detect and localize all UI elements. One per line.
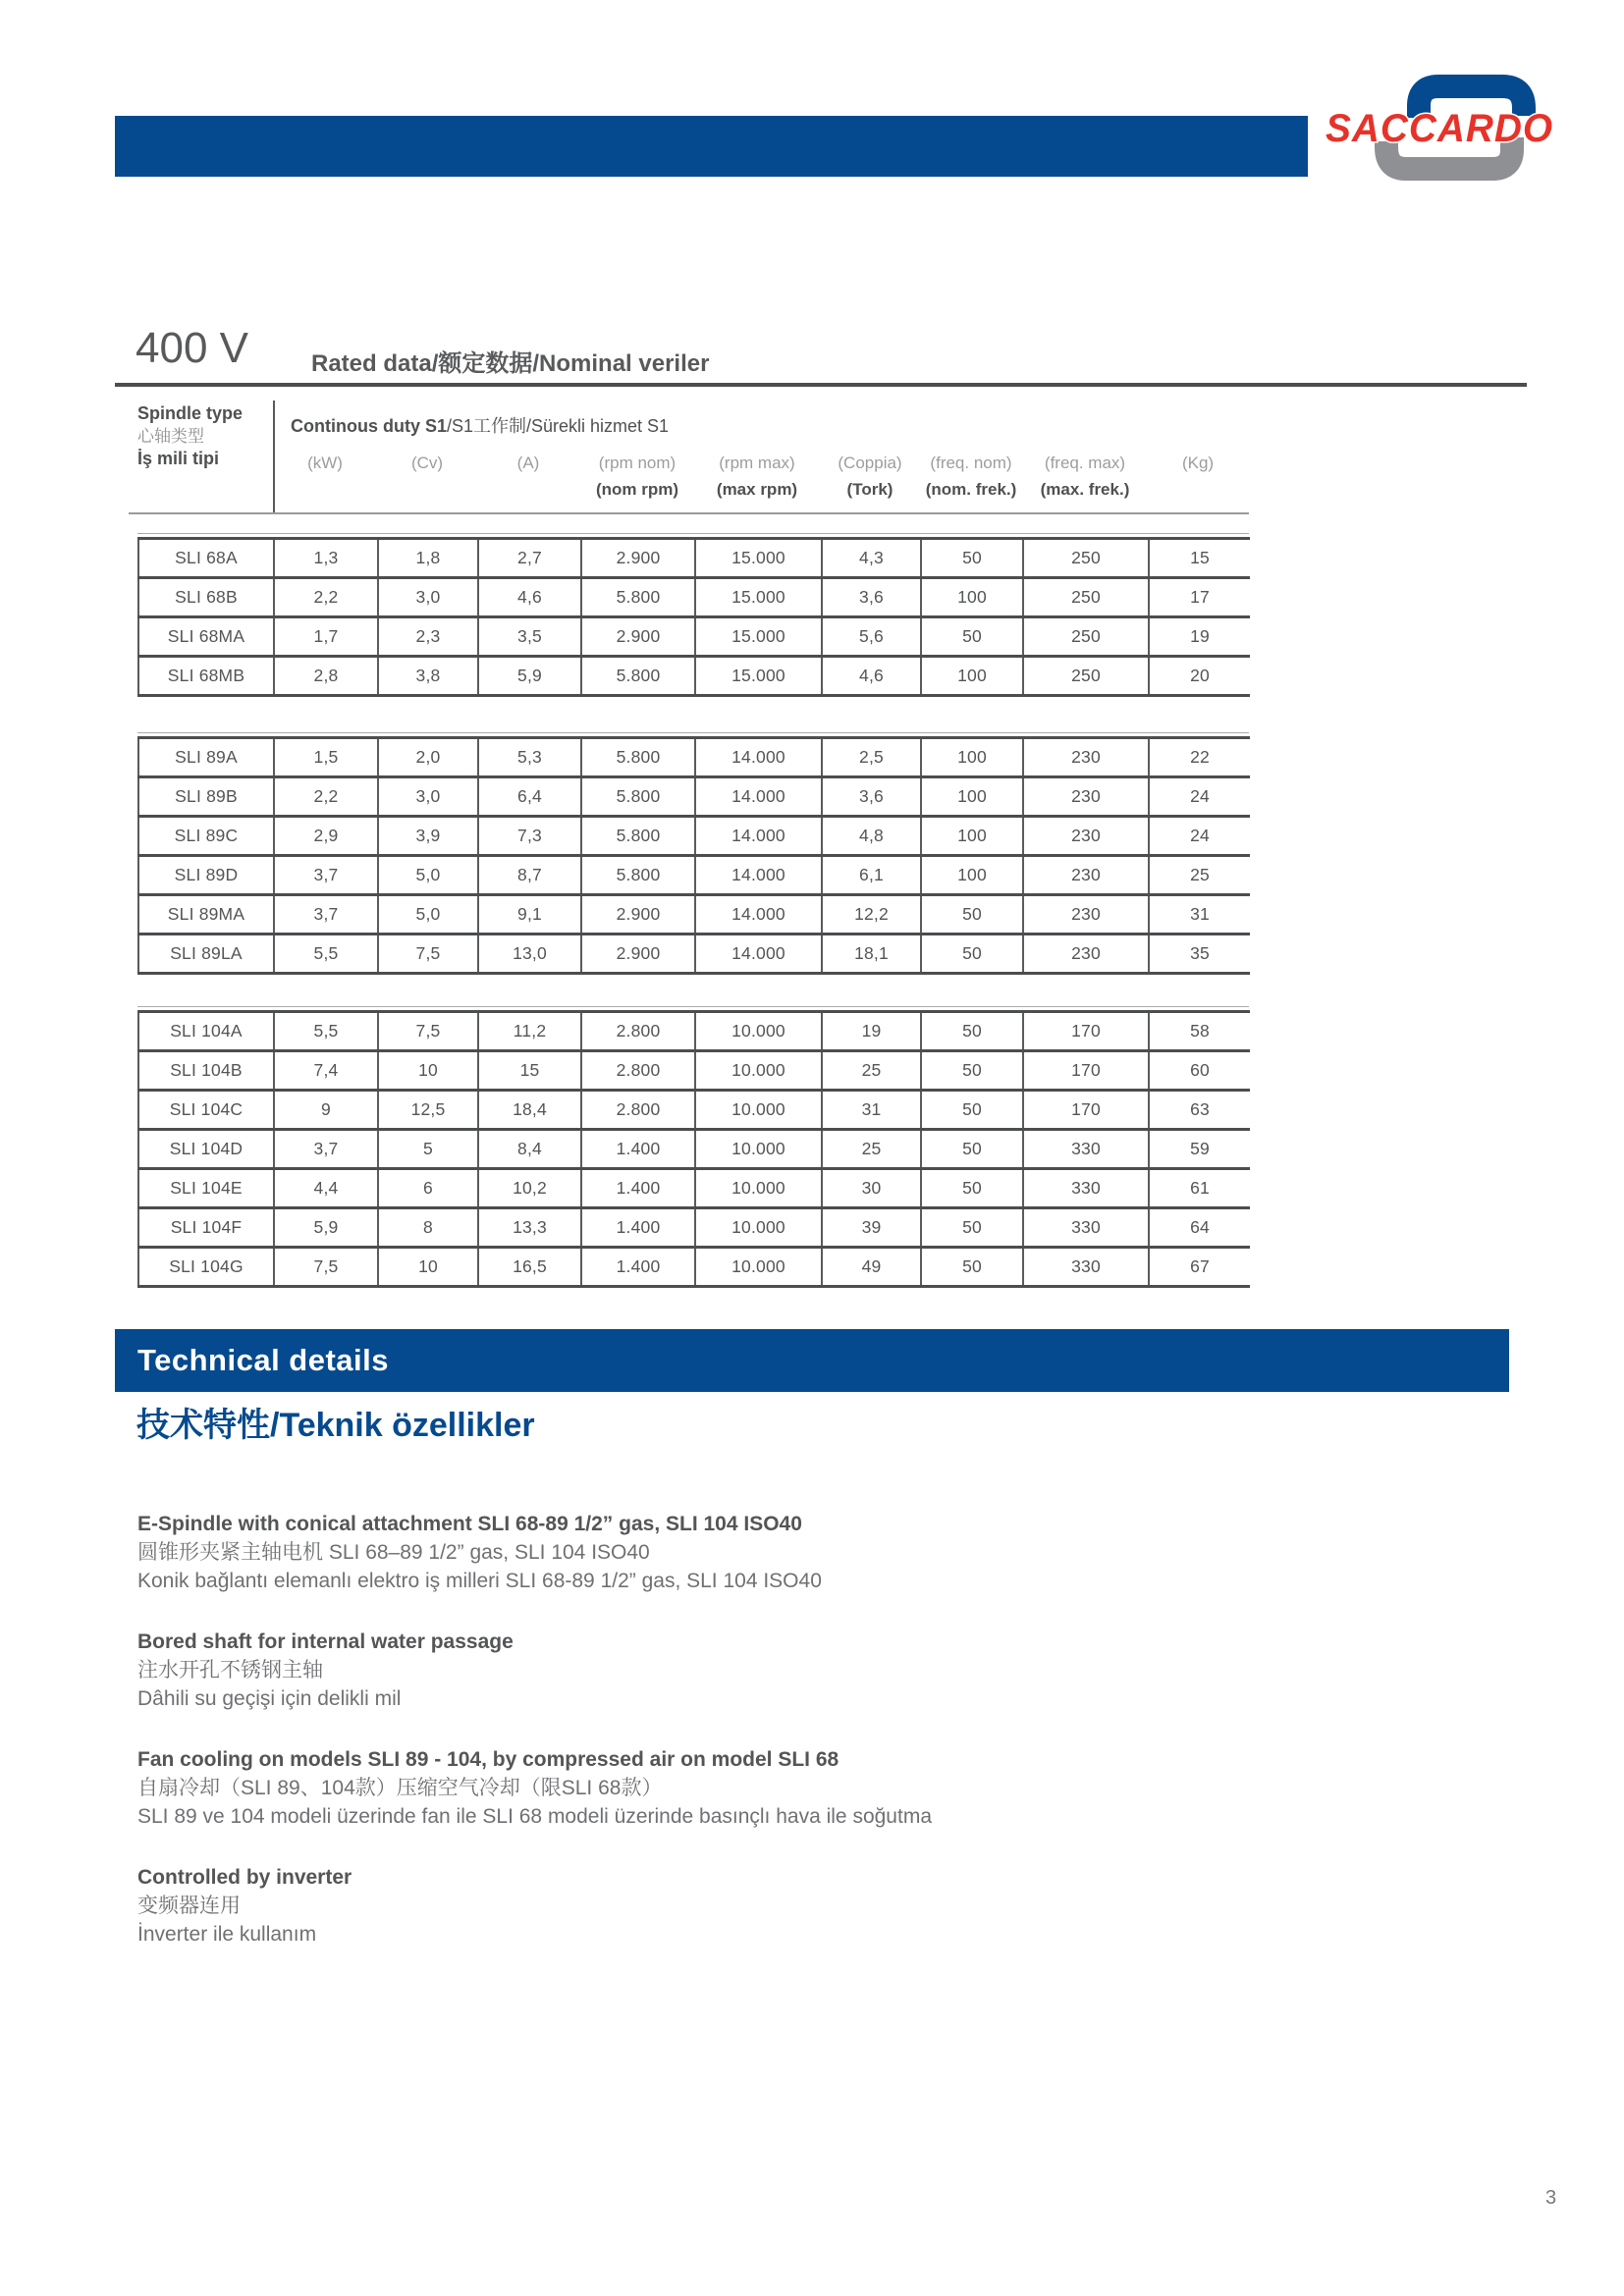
brand-name: SACCARDO	[1326, 107, 1553, 150]
value-cell: 10,2	[478, 1169, 581, 1208]
value-cell: 18,1	[822, 934, 921, 974]
value-cell: 60	[1149, 1051, 1250, 1091]
value-cell: 10.000	[695, 1130, 822, 1169]
technical-details-subtitle: 技术特性/Teknik özellikler	[136, 1407, 535, 1444]
value-cell: 5	[378, 1130, 478, 1169]
value-cell: 5.800	[581, 856, 695, 895]
value-cell: 24	[1149, 817, 1250, 856]
table-row	[138, 1130, 1250, 1169]
value-cell: 50	[921, 934, 1023, 974]
table-row	[138, 1248, 1250, 1287]
column-label-line1: (freq. max)	[1044, 454, 1126, 472]
value-cell: 330	[1023, 1208, 1149, 1248]
value-cell: 10	[378, 1051, 478, 1091]
value-cell: 3,7	[274, 856, 378, 895]
value-cell: 2,9	[274, 817, 378, 856]
value-cell: 14.000	[695, 738, 822, 777]
table-row	[138, 539, 1250, 578]
value-cell: 31	[1149, 895, 1250, 934]
value-cell: 3,0	[378, 777, 478, 817]
group-top-rule	[137, 533, 1249, 534]
column-label-line1: (rpm nom)	[598, 454, 677, 472]
value-cell: 15.000	[695, 578, 822, 617]
column-label-line2: (max. frek.)	[1040, 480, 1130, 499]
value-cell: 10.000	[695, 1091, 822, 1130]
spindle-type-tr: İş mili tipi	[137, 449, 220, 468]
value-cell: 8,7	[478, 856, 581, 895]
value-cell: 50	[921, 1169, 1023, 1208]
technical-details-title: Technical details	[137, 1343, 390, 1377]
value-cell: 64	[1149, 1208, 1250, 1248]
value-cell: 230	[1023, 738, 1149, 777]
value-cell: 2.900	[581, 539, 695, 578]
value-cell: 25	[1149, 856, 1250, 895]
value-cell: 50	[921, 1248, 1023, 1287]
value-cell: 10.000	[695, 1012, 822, 1051]
value-cell: 2,2	[274, 777, 378, 817]
value-cell: 8	[378, 1208, 478, 1248]
value-cell: 50	[921, 617, 1023, 657]
value-cell: 35	[1149, 934, 1250, 974]
column-label-line2: (nom. frek.)	[925, 480, 1017, 499]
value-cell: 50	[921, 1208, 1023, 1248]
technical-paragraphs	[137, 1510, 1434, 1981]
value-cell: 2.800	[581, 1012, 695, 1051]
column-label-line1: (Coppia)	[838, 454, 902, 472]
value-cell: 18,4	[478, 1091, 581, 1130]
value-cell: 3,7	[274, 895, 378, 934]
column-label-line1: (kW)	[307, 454, 343, 472]
value-cell: 15.000	[695, 657, 822, 696]
value-cell: 6,1	[822, 856, 921, 895]
spindle-model-cell: SLI 104A	[138, 1012, 274, 1051]
paragraph-en: Fan cooling on models SLI 89 - 104, by compressed air on model SLI 68	[137, 1748, 839, 1771]
value-cell: 5,5	[274, 1012, 378, 1051]
value-cell: 13,3	[478, 1208, 581, 1248]
value-cell: 10.000	[695, 1208, 822, 1248]
value-cell: 15	[478, 1051, 581, 1091]
value-cell: 10.000	[695, 1051, 822, 1091]
value-cell: 5,0	[378, 856, 478, 895]
value-cell: 50	[921, 895, 1023, 934]
value-cell: 330	[1023, 1130, 1149, 1169]
value-cell: 5,3	[478, 738, 581, 777]
paragraph-tr: İnverter ile kullanım	[137, 1923, 317, 1946]
value-cell: 58	[1149, 1012, 1250, 1051]
spindle-table	[137, 537, 1250, 697]
value-cell: 3,8	[378, 657, 478, 696]
value-cell: 9,1	[478, 895, 581, 934]
value-cell: 3,9	[378, 817, 478, 856]
value-cell: 100	[921, 777, 1023, 817]
value-cell: 3,7	[274, 1130, 378, 1169]
value-cell: 1,7	[274, 617, 378, 657]
table-row	[138, 1091, 1250, 1130]
value-cell: 250	[1023, 617, 1149, 657]
value-cell: 1.400	[581, 1169, 695, 1208]
value-cell: 61	[1149, 1169, 1250, 1208]
paragraph-zh: 自扇冷却（SLI 89、104款）压缩空气冷却（限SLI 68款）	[137, 1777, 663, 1799]
value-cell: 67	[1149, 1248, 1250, 1287]
table-row	[138, 1012, 1250, 1051]
value-cell: 14.000	[695, 777, 822, 817]
paragraph-zh: 变频器连用	[137, 1895, 241, 1917]
value-cell: 100	[921, 657, 1023, 696]
technical-details-banner	[115, 1329, 1509, 1392]
value-cell: 10.000	[695, 1169, 822, 1208]
value-cell: 5,9	[478, 657, 581, 696]
spindle-model-cell: SLI 104E	[138, 1169, 274, 1208]
value-cell: 3,0	[378, 578, 478, 617]
value-cell: 24	[1149, 777, 1250, 817]
table-row	[138, 1051, 1250, 1091]
table-row	[138, 1169, 1250, 1208]
spindle-model-cell: SLI 68B	[138, 578, 274, 617]
voltage-heading: 400 V	[135, 324, 248, 372]
value-cell: 19	[822, 1012, 921, 1051]
value-cell: 50	[921, 539, 1023, 578]
value-cell: 8,4	[478, 1130, 581, 1169]
table-row	[138, 856, 1250, 895]
value-cell: 2,7	[478, 539, 581, 578]
value-cell: 7,5	[378, 1012, 478, 1051]
value-cell: 15	[1149, 539, 1250, 578]
value-cell: 4,6	[478, 578, 581, 617]
value-cell: 59	[1149, 1130, 1250, 1169]
value-cell: 5,6	[822, 617, 921, 657]
value-cell: 3,6	[822, 777, 921, 817]
table-row	[138, 617, 1250, 657]
column-label-line1: (Kg)	[1181, 454, 1215, 472]
paragraph-tr: Dâhili su geçişi için delikli mil	[137, 1687, 402, 1710]
value-cell: 230	[1023, 817, 1149, 856]
paragraph-en: Bored shaft for internal water passage	[137, 1630, 514, 1653]
paragraph-tr: SLI 89 ve 104 modeli üzerinde fan ile SLI 68 modeli üzerinde basınçlı hava ile soğutma	[137, 1805, 932, 1828]
spindle-model-cell: SLI 68MA	[138, 617, 274, 657]
value-cell: 4,6	[822, 657, 921, 696]
value-cell: 4,4	[274, 1169, 378, 1208]
value-cell: 30	[822, 1169, 921, 1208]
paragraph-zh: 圆锥形夹紧主轴电机 SLI 68–89 1/2” gas, SLI 104 ISO40	[137, 1541, 650, 1564]
value-cell: 1.400	[581, 1248, 695, 1287]
page-number: 3	[1545, 2187, 1557, 2209]
table-row	[138, 817, 1250, 856]
value-cell: 1.400	[581, 1130, 695, 1169]
column-label-line2: (max rpm)	[716, 480, 798, 499]
spindle-model-cell: SLI 89MA	[138, 895, 274, 934]
value-cell: 15.000	[695, 539, 822, 578]
spindle-model-cell: SLI 89D	[138, 856, 274, 895]
value-cell: 2.900	[581, 617, 695, 657]
value-cell: 2.800	[581, 1091, 695, 1130]
column-label-line1: (rpm max)	[719, 454, 795, 472]
value-cell: 3,6	[822, 578, 921, 617]
spindle-model-cell: SLI 104F	[138, 1208, 274, 1248]
value-cell: 100	[921, 738, 1023, 777]
value-cell: 7,5	[274, 1248, 378, 1287]
value-cell: 7,4	[274, 1051, 378, 1091]
spindle-model-cell: SLI 89A	[138, 738, 274, 777]
table-row	[138, 578, 1250, 617]
duty-header-strong: Continous duty S1	[291, 416, 447, 436]
value-cell: 50	[921, 1012, 1023, 1051]
value-cell: 39	[822, 1208, 921, 1248]
column-label-line1: (Cv)	[410, 454, 444, 472]
table-row	[138, 1208, 1250, 1248]
duty-header-rest: /S1工作制/Sürekli hizmet S1	[447, 416, 670, 436]
value-cell: 6,4	[478, 777, 581, 817]
value-cell: 15.000	[695, 617, 822, 657]
spindle-table	[137, 736, 1250, 975]
value-cell: 25	[822, 1130, 921, 1169]
value-cell: 63	[1149, 1091, 1250, 1130]
value-cell: 7,3	[478, 817, 581, 856]
value-cell: 5,0	[378, 895, 478, 934]
value-cell: 5.800	[581, 817, 695, 856]
value-cell: 5,5	[274, 934, 378, 974]
value-cell: 12,5	[378, 1091, 478, 1130]
value-cell: 10	[378, 1248, 478, 1287]
value-cell: 1,3	[274, 539, 378, 578]
group-top-rule	[137, 1006, 1249, 1007]
value-cell: 170	[1023, 1012, 1149, 1051]
duty-header	[291, 412, 669, 438]
value-cell: 2.900	[581, 895, 695, 934]
header-underline	[129, 512, 1249, 514]
value-cell: 13,0	[478, 934, 581, 974]
value-cell: 4,8	[822, 817, 921, 856]
spindle-table-group-68	[137, 533, 1249, 697]
value-cell: 330	[1023, 1169, 1149, 1208]
value-cell: 11,2	[478, 1012, 581, 1051]
value-cell: 4,3	[822, 539, 921, 578]
value-cell: 6	[378, 1169, 478, 1208]
value-cell: 25	[822, 1051, 921, 1091]
brand-logo	[1316, 65, 1571, 196]
spindle-table	[137, 1010, 1250, 1288]
value-cell: 2,5	[822, 738, 921, 777]
spindle-model-cell: SLI 89B	[138, 777, 274, 817]
value-cell: 100	[921, 578, 1023, 617]
value-cell: 14.000	[695, 934, 822, 974]
paragraph-zh: 注水开孔不锈钢主轴	[137, 1659, 323, 1682]
value-cell: 100	[921, 817, 1023, 856]
spindle-table-group-89	[137, 732, 1249, 975]
value-cell: 10.000	[695, 1248, 822, 1287]
spindle-model-cell: SLI 89C	[138, 817, 274, 856]
value-cell: 31	[822, 1091, 921, 1130]
value-cell: 1,8	[378, 539, 478, 578]
value-cell: 5.800	[581, 777, 695, 817]
column-label-line2: (nom rpm)	[595, 480, 679, 499]
paragraph-en: E-Spindle with conical attachment SLI 68-89 1/2” gas, SLI 104 ISO40	[137, 1513, 802, 1535]
heading-rule	[115, 383, 1527, 387]
value-cell: 330	[1023, 1248, 1149, 1287]
value-cell: 14.000	[695, 856, 822, 895]
value-cell: 14.000	[695, 895, 822, 934]
value-cell: 7,5	[378, 934, 478, 974]
column-label-line1: (freq. nom)	[930, 454, 1012, 472]
header-bar	[115, 116, 1308, 177]
paragraph	[137, 1863, 1434, 1949]
value-cell: 170	[1023, 1051, 1149, 1091]
value-cell: 49	[822, 1248, 921, 1287]
spindle-model-cell: SLI 89LA	[138, 934, 274, 974]
paragraph	[137, 1745, 1434, 1831]
value-cell: 230	[1023, 777, 1149, 817]
value-cell: 1,5	[274, 738, 378, 777]
value-cell: 9	[274, 1091, 378, 1130]
value-cell: 230	[1023, 895, 1149, 934]
value-cell: 100	[921, 856, 1023, 895]
spindle-model-cell: SLI 104B	[138, 1051, 274, 1091]
value-cell: 2,8	[274, 657, 378, 696]
value-cell: 14.000	[695, 817, 822, 856]
value-cell: 230	[1023, 856, 1149, 895]
value-cell: 5,9	[274, 1208, 378, 1248]
value-cell: 2.800	[581, 1051, 695, 1091]
value-cell: 250	[1023, 657, 1149, 696]
value-cell: 12,2	[822, 895, 921, 934]
value-cell: 2,2	[274, 578, 378, 617]
spindle-model-cell: SLI 104C	[138, 1091, 274, 1130]
column-label-line1: (A)	[516, 454, 540, 472]
value-cell: 250	[1023, 539, 1149, 578]
group-top-rule	[137, 732, 1249, 733]
value-cell: 19	[1149, 617, 1250, 657]
table-row	[138, 738, 1250, 777]
value-cell: 50	[921, 1130, 1023, 1169]
value-cell: 230	[1023, 934, 1149, 974]
value-cell: 5.800	[581, 657, 695, 696]
value-cell: 50	[921, 1091, 1023, 1130]
spindle-model-cell: SLI 104G	[138, 1248, 274, 1287]
column-labels	[137, 454, 1249, 510]
value-cell: 5.800	[581, 578, 695, 617]
value-cell: 2,3	[378, 617, 478, 657]
table-row	[138, 895, 1250, 934]
spindle-model-cell: SLI 104D	[138, 1130, 274, 1169]
value-cell: 22	[1149, 738, 1250, 777]
paragraph-en: Controlled by inverter	[137, 1866, 352, 1889]
paragraph	[137, 1628, 1434, 1713]
value-cell: 3,5	[478, 617, 581, 657]
value-cell: 2,0	[378, 738, 478, 777]
column-label-line2: (Tork)	[846, 480, 893, 499]
spindle-model-cell: SLI 68MB	[138, 657, 274, 696]
value-cell: 17	[1149, 578, 1250, 617]
value-cell: 170	[1023, 1091, 1149, 1130]
spindle-table-group-104	[137, 1006, 1249, 1288]
value-cell: 20	[1149, 657, 1250, 696]
value-cell: 16,5	[478, 1248, 581, 1287]
value-cell: 50	[921, 1051, 1023, 1091]
table-row	[138, 777, 1250, 817]
spindle-model-cell: SLI 68A	[138, 539, 274, 578]
table-row	[138, 657, 1250, 696]
paragraph-tr: Konik bağlantı elemanlı elektro iş milleri SLI 68-89 1/2” gas, SLI 104 ISO40	[137, 1570, 822, 1592]
value-cell: 5.800	[581, 738, 695, 777]
value-cell: 1.400	[581, 1208, 695, 1248]
spindle-type-zh: 心轴类型	[137, 427, 204, 446]
brand-logo-graphic	[1316, 65, 1571, 192]
value-cell: 2.900	[581, 934, 695, 974]
value-cell: 250	[1023, 578, 1149, 617]
paragraph	[137, 1510, 1434, 1595]
rated-data-label: Rated data/额定数据/Nominal veriler	[311, 350, 710, 377]
table-row	[138, 934, 1250, 974]
spindle-type-en: Spindle type	[137, 403, 244, 423]
